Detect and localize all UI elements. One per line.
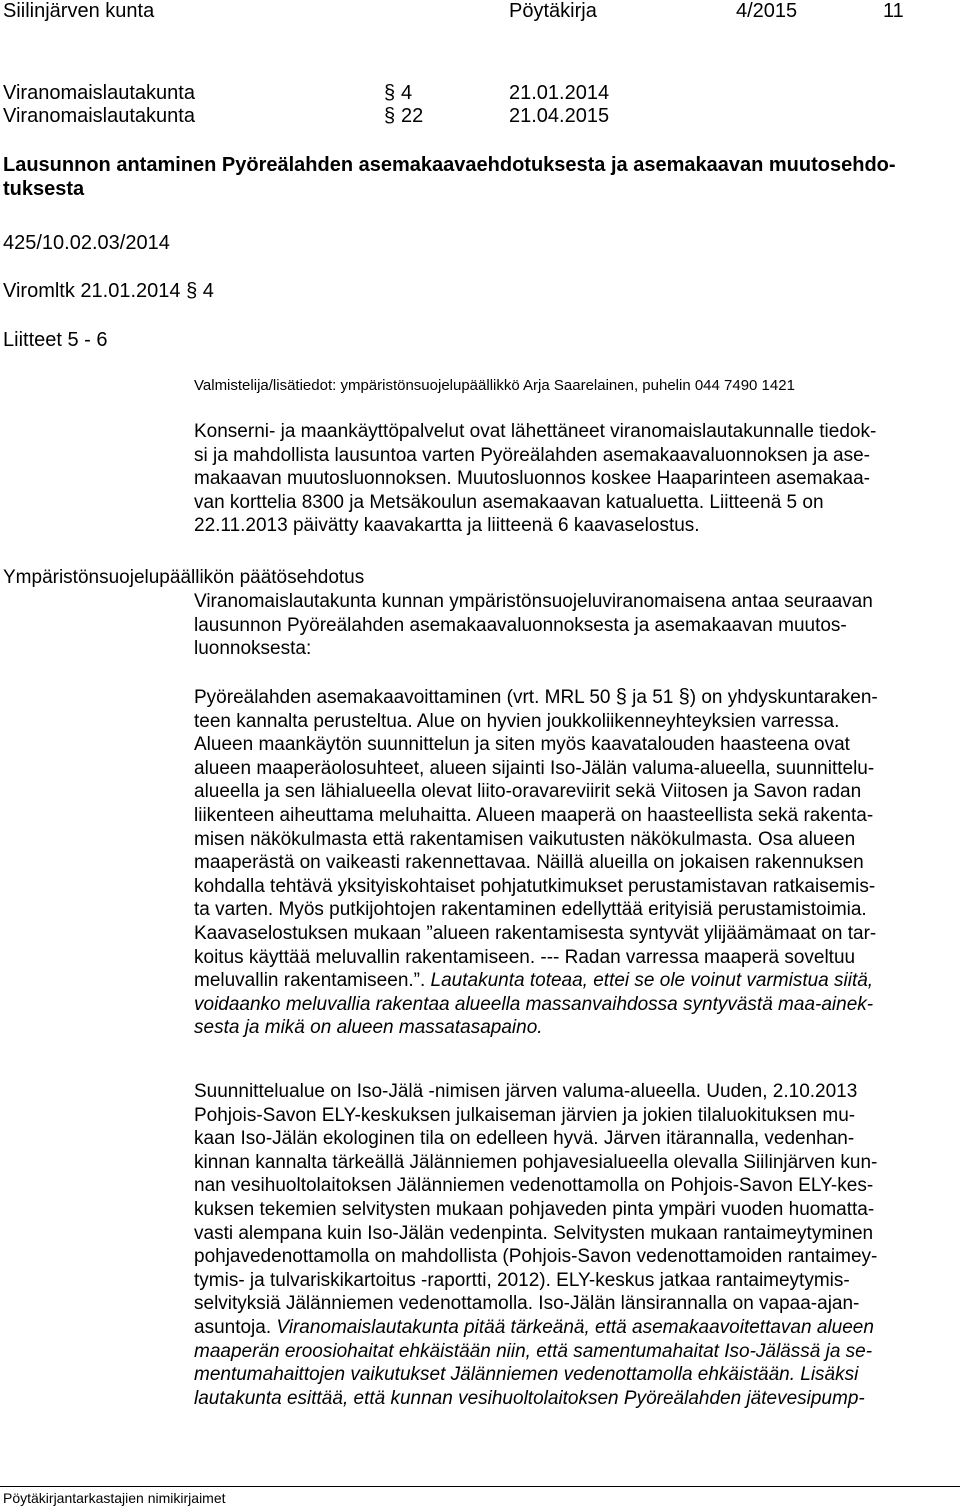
para2-line: kinnan kannalta tärkeällä Jälänniemen pohjavesialueella olevalla Siilinjärven kun- <box>194 1151 878 1173</box>
title-line-2: tuksesta <box>3 178 85 200</box>
para2-mixed-line <box>194 1316 877 1340</box>
section-sign-2: § <box>384 105 396 127</box>
section-sign-1: § <box>384 82 396 104</box>
para2-italic-line: maaperän eroosiohaitat ehkäistään niin, että samentumahaitat Iso-Jälässä ja se- <box>194 1340 873 1362</box>
para2-line: nan vesihuoltolaitoksen Jälänniemen vedenottamolla on Pohjois-Savon ELY-kes- <box>194 1175 874 1197</box>
meeting-date-1: 21.01.2014 <box>509 82 610 104</box>
para2-line: Pohjois-Savon ELY-keskuksen julkaiseman järvien ja jokien tilaluokituksen mu- <box>194 1104 856 1126</box>
preparer-info: Valmistelija/lisätiedot: ympäristönsuojelupäällikkö Arja Saarelainen, puhelin 044 7490 1421 <box>194 377 795 394</box>
footer-divider <box>0 1486 960 1487</box>
para2-italic-line: mentumahaittojen vaikutukset Jälänniemen vedenottamolla ehkäistään. Lisäksi <box>194 1364 859 1386</box>
proposal-line: lausunnon Pyöreälahden asemakaavaluonnoksesta ja asemakaavan muutos- <box>194 614 847 636</box>
para1-line: ta varten. Myös putkijohtojen rakentaminen edellyttää erityisiä perustamistoimia. <box>194 899 867 921</box>
para2-mixed-italic: Viranomaislautakunta pitää tärkeänä, että asemakaavoitettavan alueen <box>276 1316 874 1338</box>
para1-section-sign-a: § <box>615 686 627 708</box>
para1-line: alueen maaperäolosuhteet, alueen sijainti Iso-Jälän valuma-alueella, suunnittelu- <box>194 757 875 779</box>
meeting-body-2: Viranomaislautakunta <box>3 105 195 127</box>
para1-section-sign-b: § <box>678 686 690 708</box>
para2-line: selvityksiä Jälänniemen vedenottamolla. Iso-Jälän länsirannalla on vapaa-ajan- <box>194 1293 860 1315</box>
para1-line: maaperästä on vaikeasti rakennettavaa. Näillä alueilla on jokaisen rakennuksen <box>194 852 864 874</box>
para1-line: Alueen maankäytön suunnittelun ja siten myös kaavatalouden haasteena ovat <box>194 734 850 756</box>
para2-line: kuksen tekemien selvitysten mukaan pohjaveden pinta ympäri vuoden huomatta- <box>194 1198 875 1220</box>
para1-line: misen näkökulmasta että rakentamisen vaikutusten näkökulmasta. Osa alueen <box>194 828 856 850</box>
intro-line: 22.11.2013 päivätty kaavakartta ja liitteenä 6 kaavaselostus. <box>194 515 700 537</box>
para1-text-b: ja 51 <box>626 687 679 708</box>
para1-line: koitus käyttää meluvallin rakentamiseen. --- Radan varressa maaperä soveltuu <box>194 946 856 968</box>
para2-italic-line: lautakunta esittää, että kunnan vesihuoltolaitoksen Pyöreälahden jätevesipump- <box>194 1387 865 1409</box>
intro-line: Konserni- ja maankäyttöpalvelut ovat lähettäneet viranomaislautakunnalle tiedok- <box>194 421 877 442</box>
proposal-line: luonnoksesta: <box>194 638 312 660</box>
para2-mixed-normal: asuntoja. <box>194 1316 277 1338</box>
case-number: 425/10.02.03/2014 <box>3 232 170 254</box>
meeting-section-2: 22 <box>401 105 424 127</box>
para1-line: teen kannalta perusteltua. Alue on hyvien joukkoliikenneyhteyksien varressa. <box>194 710 840 732</box>
statement-paragraph-1 <box>194 686 878 1040</box>
meeting-section-1: 4 <box>401 82 413 104</box>
intro-paragraph <box>194 420 876 538</box>
statement-paragraph-2 <box>194 1080 877 1410</box>
title-line-1: Lausunnon antaminen Pyöreälahden asemakaavaehdotuksesta ja asemakaavan muutosehdo- <box>3 154 896 176</box>
para2-line: vasti alempana kuin Iso-Jälän vedenpinta. Selvitysten mukaan rantaimeytyminen <box>194 1222 874 1244</box>
page-number: 11 <box>883 0 904 22</box>
proposal-paragraph <box>194 590 873 661</box>
para1-line: liikenteen aiheuttama meluhaitta. Alueen maaperä on haasteellista sekä rakenta- <box>194 804 874 826</box>
intro-line: makaavan muutosluonnoksen. Muutosluonnos koskee Haaparinteen asemakaa- <box>194 468 870 490</box>
prior-handling-section: 4 <box>202 280 214 302</box>
meeting-date-2: 21.04.2015 <box>509 105 610 127</box>
para1-mixed-normal: meluvallin rakentamiseen.”. <box>194 970 431 992</box>
para1-first-line <box>194 686 878 710</box>
proposal-line: Viranomaislautakunta kunnan ympäristönsuojeluviranomaisena antaa seuraavan <box>194 591 873 612</box>
prior-section-sign: § <box>186 280 198 302</box>
footer-initials-label: Pöytäkirjantarkastajien nimikirjaimet <box>3 1490 226 1506</box>
para1-line: alueella ja sen lähialueella olevat liito-oravareviirit sekä Viitosen ja Savon radan <box>194 781 862 803</box>
intro-line: si ja mahdollista lausuntoa varten Pyöreälahden asemakaavaluonnoksen ja ase- <box>194 444 870 466</box>
meeting-body-1: Viranomaislautakunta <box>3 82 195 104</box>
proposal-heading: Ympäristönsuojelupäällikön päätösehdotus <box>3 567 365 588</box>
para1-text-c: ) on yhdyskuntaraken- <box>689 687 878 708</box>
document-type: Pöytäkirja <box>509 0 597 22</box>
para1-mixed-line <box>194 969 878 993</box>
para2-line: Suunnittelualue on Iso-Jälä -nimisen järven valuma-alueella. Uuden, 2.10.2013 <box>194 1081 858 1102</box>
para1-text-a: Pyöreälahden asemakaavoittaminen (vrt. MRL 50 <box>194 687 616 708</box>
prior-handling <box>3 280 214 303</box>
para1-italic-line: voidaanko meluvallia rakentaa alueella massanvaihdossa syntyvästä maa-ainek- <box>194 993 874 1015</box>
prior-handling-label: Viromltk 21.01.2014 <box>3 280 181 302</box>
para1-italic-line: sesta ja mikä on alueen massatasapaino. <box>194 1017 543 1039</box>
municipality-name: Siilinjärven kunta <box>3 0 155 22</box>
para1-mixed-italic: Lautakunta toteaa, ettei se ole voinut varmistua siitä, <box>430 970 874 992</box>
para2-line: pohjavedenottamolla on mahdollista (Pohjois-Savon vedenottamoiden rantaimey- <box>194 1246 878 1268</box>
para1-line: kohdalla tehtävä yksityiskohtaiset pohjatutkimukset perustamistavan ratkaisemis- <box>194 875 876 897</box>
para1-line: Kaavaselostuksen mukaan ”alueen rakentamisesta syntyvät ylijäämämaat on tar- <box>194 922 877 944</box>
attachments: Liitteet 5 - 6 <box>3 329 108 351</box>
intro-line: van korttelia 8300 ja Metsäkoulun asemakaavan katualuetta. Liitteenä 5 on <box>194 491 824 513</box>
para2-line: kaan Iso-Jälän ekologinen tila on edelleen hyvä. Järven itärannalla, vedenhan- <box>194 1128 855 1150</box>
document-number: 4/2015 <box>736 0 798 22</box>
para2-line: tymis- ja tulvariskikartoitus -raportti, 2012). ELY-keskus jatkaa rantaimeytymis- <box>194 1269 850 1291</box>
